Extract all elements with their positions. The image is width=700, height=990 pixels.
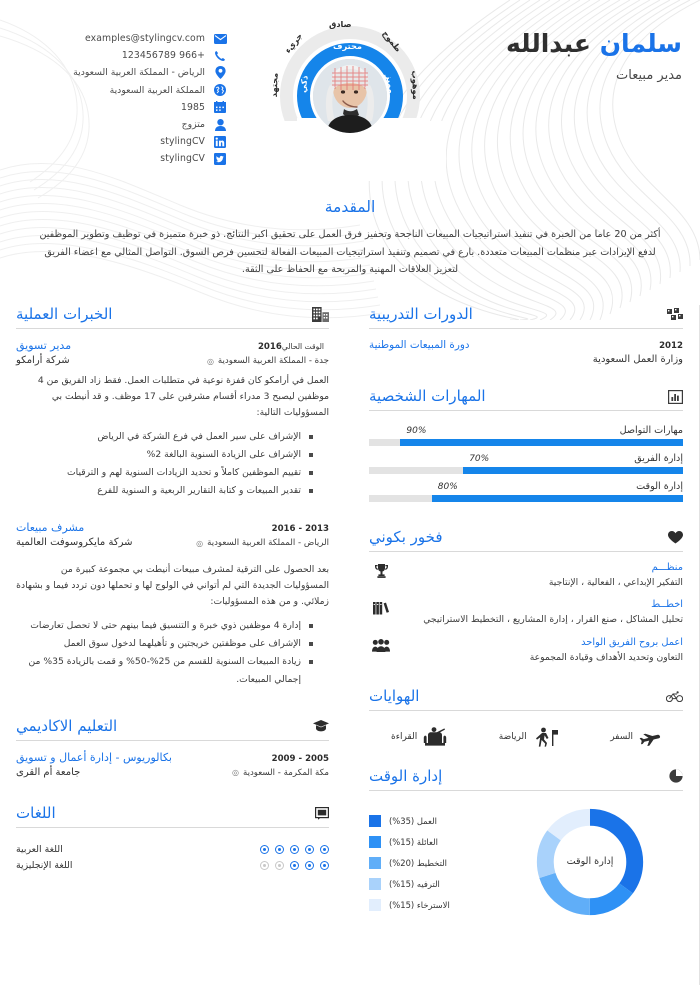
proud-item xyxy=(369,599,683,627)
bicycle-icon xyxy=(666,688,683,705)
education-title: التعليم الاكاديمي xyxy=(16,716,118,735)
level-dot-filled xyxy=(305,845,314,854)
proud-item-subtitle: تحليل المشاكل ، صنع القرار ، إدارة المشاريع ، التخطيط الاستراتيجي xyxy=(423,614,683,626)
hobby-item xyxy=(610,727,661,747)
skill-label: إدارة الفريق xyxy=(634,453,683,465)
legend-label: العائلة (15%) xyxy=(389,836,438,847)
bar-chart-icon xyxy=(668,388,683,405)
experience-bullet: تقييم الموظفين كاملاً و تحديد الزيادات السنوية لهم و الترقيات xyxy=(16,464,313,482)
legend-item xyxy=(369,852,531,873)
ring-word-outer-2: طموح xyxy=(380,28,404,54)
section-divider xyxy=(16,328,329,329)
experience-bullet: إدارة 4 موظفين ذوي خبرة و التنسيق فيما بينهم حتى لا تحصل تعارضات xyxy=(16,617,313,635)
ring-word-inner-1: محترف xyxy=(333,41,362,51)
contact-item-email xyxy=(18,30,228,47)
legend-item xyxy=(369,894,531,915)
certificate-icon xyxy=(667,306,683,323)
level-dot-filled xyxy=(320,845,329,854)
legend-swatch xyxy=(369,878,381,890)
phone-icon xyxy=(212,49,228,63)
contact-item-country xyxy=(18,82,228,99)
experience-location xyxy=(196,538,329,548)
hobby-label: القراءة xyxy=(391,731,418,742)
pie-chart-icon xyxy=(669,768,683,785)
experience-dates xyxy=(258,342,329,352)
experience-bullet: الإشراف على سير العمل في فرع الشركة في الرياض xyxy=(16,428,313,446)
skill-fill xyxy=(463,467,683,474)
envelope-icon xyxy=(212,32,228,46)
legend-item xyxy=(369,873,531,894)
section-proud xyxy=(369,528,683,665)
section-education xyxy=(16,717,329,778)
education-dates: 2005 - 2009 xyxy=(271,753,329,764)
skills-title: المهارات الشخصية xyxy=(369,387,486,406)
proud-title: فخور بكوني xyxy=(369,528,443,547)
language-name: اللغة الإنجليزية xyxy=(16,860,73,872)
hobby-item xyxy=(499,727,559,747)
level-dot-filled xyxy=(320,861,329,870)
location-pin-icon xyxy=(212,66,228,80)
experience-location xyxy=(207,356,329,366)
section-divider xyxy=(369,328,683,329)
level-dot-filled xyxy=(290,861,299,870)
skill-fill xyxy=(432,495,683,502)
section-hobbies xyxy=(369,687,683,757)
ring-word-inner-3: ذكي xyxy=(297,74,310,94)
cv-header xyxy=(0,0,700,190)
legend-swatch xyxy=(369,815,381,827)
books-icon xyxy=(369,599,393,615)
experience-org: شركة أرامكو xyxy=(16,355,70,367)
avatar xyxy=(313,59,387,133)
donut-chart xyxy=(531,803,649,921)
contact-value-linkedin: stylingCV xyxy=(160,136,205,148)
section-divider xyxy=(369,410,683,411)
people-icon xyxy=(369,637,393,652)
section-experience xyxy=(16,305,329,688)
proud-item-subtitle: التفكير الإبداعي ، الفعالية ، الإنتاجية xyxy=(548,577,683,589)
last-name: عبدالله xyxy=(505,29,591,58)
experience-description: بعد الحصول على الترقية لمشرف مبيعات أنيطت بي مجموعة كبيرة من المسؤوليات الجديدة التي لم أتواني في الولوج لها و تحملها دون تردد فيما و بشهادة زملائي. و من هذه المسؤوليات: xyxy=(16,564,329,608)
legend-swatch xyxy=(369,857,381,869)
trophy-icon xyxy=(369,562,393,578)
first-name: سلمان xyxy=(599,29,682,58)
level-dot-filled xyxy=(260,845,269,854)
experience-description: العمل في أرامكو كان قفزة نوعية في متطلبات العمل. فقط زاد الفريق من 4 موظفين ليصبح 3 مدراء أقسام مشرفين على 17 موظف. و قد أنيطت بي المسؤوليات التالية: xyxy=(37,375,329,418)
location-pin-small-icon: ◎ xyxy=(196,538,204,548)
education-entry xyxy=(16,751,329,778)
job-title: مدير مبيعات xyxy=(616,67,682,83)
contact-item-birthyear xyxy=(18,99,228,116)
calendar-icon xyxy=(212,100,228,114)
experience-bullets xyxy=(16,617,329,689)
section-time-management xyxy=(369,767,683,921)
speech-bubble-icon xyxy=(315,805,329,822)
education-location-text: مكة المكرمة - السعودية xyxy=(242,767,329,778)
skill-percent: 80% xyxy=(437,482,458,493)
legend-item xyxy=(369,831,531,852)
location-pin-small-icon: ◎ xyxy=(206,356,214,366)
experience-bullet: الإشراف على موظفتين خريجتين و تأهيلهما لدخول سوق العمل xyxy=(16,635,313,653)
experience-location-text: الرياض - المملكة العربية السعودية xyxy=(207,538,329,549)
course-org: وزارة العمل السعودية xyxy=(592,354,683,366)
proud-item-subtitle: التعاون وتحديد الأهداف وقيادة المجموعة xyxy=(529,651,683,663)
proud-item-title: منظـــم xyxy=(651,562,683,574)
section-languages xyxy=(16,804,329,874)
location-pin-small-icon: ◎ xyxy=(232,768,239,778)
legend-label: التخطيط (20%) xyxy=(389,857,447,868)
section-divider xyxy=(369,551,683,552)
donut-center-label: إدارة الوقت xyxy=(566,856,614,868)
building-icon xyxy=(312,306,329,323)
hobby-label: الرياضة xyxy=(498,731,527,742)
time-management-title: إدارة الوقت xyxy=(369,766,443,785)
hobby-label: السفر xyxy=(610,731,633,742)
experience-bullets xyxy=(16,428,329,500)
experience-start-year: 2016 xyxy=(257,342,282,353)
time-management-chart xyxy=(369,803,683,921)
language-level-dots xyxy=(260,861,329,870)
hobbies-list xyxy=(369,721,683,757)
contact-value-country: المملكة العربية السعودية xyxy=(109,84,205,96)
contact-value-marital-status: متزوج xyxy=(181,119,205,131)
intro-title: المقدمة xyxy=(324,198,376,216)
skill-item xyxy=(369,425,683,446)
proud-item xyxy=(369,562,683,590)
profile-photo-block xyxy=(245,8,455,193)
proud-item-title: اعمل بروح الفريق الواحد xyxy=(581,636,683,648)
graduation-cap-icon xyxy=(313,718,329,735)
legend-swatch xyxy=(369,836,381,848)
ring-word-inner-2: مميز xyxy=(384,73,397,95)
experience-role: مشرف مبيعات xyxy=(16,521,85,535)
contact-item-location xyxy=(18,64,228,81)
skill-fill xyxy=(400,439,683,446)
language-row xyxy=(16,842,329,858)
sports-icon xyxy=(533,727,559,747)
section-divider xyxy=(16,827,329,828)
full-name xyxy=(470,30,682,58)
right-column xyxy=(0,305,349,985)
experience-title: الخبرات العملية xyxy=(16,305,113,324)
hobby-item xyxy=(391,727,447,747)
donut-legend xyxy=(369,808,531,915)
reading-icon xyxy=(423,727,447,746)
level-dot-filled xyxy=(290,845,299,854)
contact-item-linkedin[interactable] xyxy=(18,133,228,150)
hobbies-title: الهوايات xyxy=(369,686,420,705)
skill-percent: 70% xyxy=(469,454,490,465)
skill-percent: 90% xyxy=(406,426,427,437)
linkedin-icon[interactable] xyxy=(212,135,228,149)
contact-value-email: examples@stylingcv.com xyxy=(84,33,205,45)
legend-label: العمل (35%) xyxy=(389,815,437,826)
course-entry xyxy=(369,339,683,365)
contact-value-birthyear: 1985 xyxy=(180,101,205,113)
ring-word-outer-4: جريء xyxy=(282,30,305,56)
intro-text: أكثر من 20 عاما من الخبرة في تنفيذ استراتيجيات المبيعات الناجحة وتحفيز فرق العمل على تحقيق اكبر النتائج. ذو خبرة متميزة في توظيف وتطوير الموظفين لدفع الإيرادات عبر منظمات المبيعات متعددة. بارع في تصميم وتنفيذ استراتيجيات المبيعات الفعالة لتحسين فرص السوق. التواصل المثالي مع اعضاء الفريق لتعزيز العلاقات المهنية والمربحة مع الحفاظ على الثقة. xyxy=(39,229,661,276)
contact-list xyxy=(18,30,228,168)
experience-dates: 2013 - 2016 xyxy=(271,524,329,535)
education-degree: بكالوريوس - إدارة أعمال و تسويق xyxy=(16,750,172,764)
heart-icon xyxy=(668,529,683,546)
left-column xyxy=(349,305,700,985)
content-columns xyxy=(0,305,700,985)
contact-item-phone xyxy=(18,47,228,64)
experience-bullet: الإشراف على الزيادة السنوية البالغة 2% xyxy=(16,446,313,464)
experience-bullet: تقدير المبيعات و كتابة التقارير الربعية و السنوية للفرع xyxy=(16,482,313,500)
education-org: جامعة أم القرى xyxy=(16,766,81,778)
person-icon xyxy=(212,118,228,132)
legend-swatch xyxy=(369,899,381,911)
course-year: 2012 xyxy=(659,341,683,352)
legend-label: الاسترخاء (15%) xyxy=(389,899,450,910)
language-level-dots xyxy=(260,845,329,854)
contact-item-marital-status xyxy=(18,116,228,133)
experience-org: شركة مايكروسوفت العالمية xyxy=(16,537,133,549)
experience-location-text: جدة - المملكة العربية السعودية xyxy=(217,356,329,367)
contact-item-twitter[interactable] xyxy=(18,150,228,167)
name-block xyxy=(470,30,682,83)
experience-entry xyxy=(16,521,329,688)
airplane-icon xyxy=(639,728,661,746)
contact-value-twitter: stylingCV xyxy=(160,153,205,165)
skill-label: مهارات التواصل xyxy=(619,425,683,437)
ring-word-outer-1: صادق xyxy=(329,19,352,29)
contact-value-location: الرياض - المملكة العربية السعودية xyxy=(73,67,205,79)
course-name: دورة المبيعات الموطنية xyxy=(369,339,470,352)
section-divider xyxy=(369,710,683,711)
language-name: اللغة العربية xyxy=(16,844,63,856)
experience-entry xyxy=(16,339,329,499)
contact-value-phone: +966 123456789 xyxy=(121,50,205,62)
experience-bullet: زيادة المبيعات السنوية للقسم من 25%-50% و قمت بالزيادة 35% من إجمالي المبيعات. xyxy=(16,653,313,689)
proud-item-title: اخطــط xyxy=(651,599,683,611)
skill-item xyxy=(369,453,683,474)
ring-word-outer-5: مجتهد xyxy=(268,72,280,98)
section-skills xyxy=(369,387,683,502)
section-divider xyxy=(16,740,329,741)
section-divider xyxy=(369,790,683,791)
education-location xyxy=(232,768,329,778)
courses-title: الدورات التدريبية xyxy=(369,305,473,324)
skill-item xyxy=(369,481,683,502)
language-row xyxy=(16,858,329,874)
ring-word-outer-3: موهوب xyxy=(410,70,422,100)
level-dot-filled xyxy=(305,861,314,870)
proud-item xyxy=(369,637,683,665)
intro-section xyxy=(0,198,700,279)
experience-role: مدير تسويق xyxy=(16,339,72,353)
languages-title: اللغات xyxy=(16,803,56,822)
level-dot-empty xyxy=(275,861,284,870)
globe-icon xyxy=(212,83,228,97)
experience-current-label: الوقت الحالي xyxy=(281,342,324,352)
legend-item xyxy=(369,810,531,831)
section-courses xyxy=(369,305,683,365)
level-dot-empty xyxy=(260,861,269,870)
skill-label: إدارة الوقت xyxy=(636,481,683,493)
legend-label: الترفيه (15%) xyxy=(389,878,440,889)
twitter-icon[interactable] xyxy=(212,152,228,166)
level-dot-filled xyxy=(275,845,284,854)
